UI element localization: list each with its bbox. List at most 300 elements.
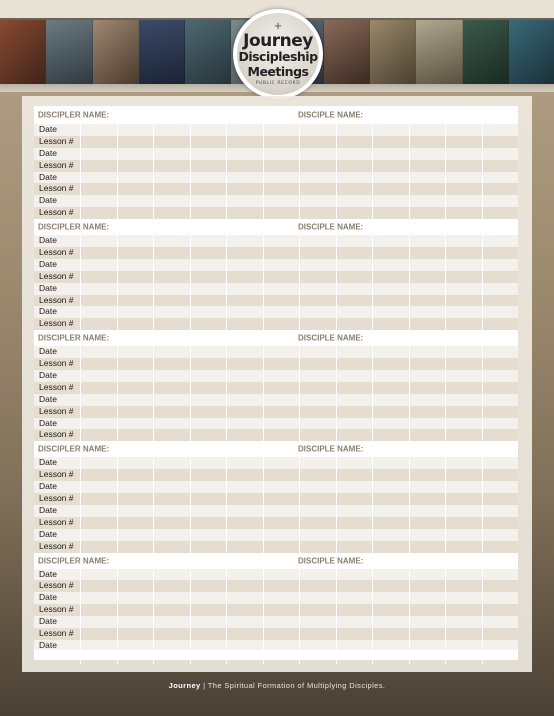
entry-cell[interactable] xyxy=(445,628,482,640)
entry-cell[interactable] xyxy=(80,318,117,330)
entry-cell[interactable] xyxy=(117,382,154,394)
entry-cell[interactable] xyxy=(299,172,336,184)
entry-cell[interactable] xyxy=(299,306,336,318)
entry-cell[interactable] xyxy=(80,306,117,318)
entry-cell[interactable] xyxy=(117,481,154,493)
entry-cell[interactable] xyxy=(445,616,482,628)
entry-cell[interactable] xyxy=(190,604,227,616)
entry-cell[interactable] xyxy=(263,370,300,382)
entry-cell[interactable] xyxy=(153,283,190,295)
entry-cell[interactable] xyxy=(445,235,482,247)
entry-cell[interactable] xyxy=(263,271,300,283)
entry-cell[interactable] xyxy=(80,469,117,481)
entry-cell[interactable] xyxy=(336,283,373,295)
entry-cell[interactable] xyxy=(226,418,263,430)
entry-cell[interactable] xyxy=(372,541,409,553)
entry-cell[interactable] xyxy=(80,382,117,394)
entry-cell[interactable] xyxy=(153,370,190,382)
entry-cell[interactable] xyxy=(226,457,263,469)
entry-cell[interactable] xyxy=(226,346,263,358)
entry-cell[interactable] xyxy=(445,394,482,406)
entry-cell[interactable] xyxy=(336,346,373,358)
entry-cell[interactable] xyxy=(190,259,227,271)
entry-cell[interactable] xyxy=(153,124,190,136)
entry-cell[interactable] xyxy=(482,505,519,517)
entry-cell[interactable] xyxy=(190,481,227,493)
entry-cell[interactable] xyxy=(299,271,336,283)
entry-cell[interactable] xyxy=(226,358,263,370)
entry-cell[interactable] xyxy=(445,136,482,148)
entry-cell[interactable] xyxy=(117,429,154,441)
entry-cell[interactable] xyxy=(263,183,300,195)
entry-cell[interactable] xyxy=(409,136,446,148)
entry-cell[interactable] xyxy=(226,235,263,247)
entry-cell[interactable] xyxy=(482,469,519,481)
entry-cell[interactable] xyxy=(372,457,409,469)
entry-cell[interactable] xyxy=(153,247,190,259)
entry-cell[interactable] xyxy=(482,529,519,541)
entry-cell[interactable] xyxy=(263,457,300,469)
entry-cell[interactable] xyxy=(482,481,519,493)
entry-cell[interactable] xyxy=(409,295,446,307)
entry-cell[interactable] xyxy=(445,505,482,517)
entry-cell[interactable] xyxy=(409,183,446,195)
entry-cell[interactable] xyxy=(482,358,519,370)
entry-cell[interactable] xyxy=(263,481,300,493)
entry-cell[interactable] xyxy=(153,295,190,307)
entry-cell[interactable] xyxy=(190,207,227,219)
entry-cell[interactable] xyxy=(80,358,117,370)
entry-cell[interactable] xyxy=(117,346,154,358)
entry-cell[interactable] xyxy=(299,259,336,271)
entry-cell[interactable] xyxy=(190,247,227,259)
entry-cell[interactable] xyxy=(409,247,446,259)
entry-cell[interactable] xyxy=(372,370,409,382)
entry-cell[interactable] xyxy=(372,306,409,318)
entry-cell[interactable] xyxy=(336,172,373,184)
entry-cell[interactable] xyxy=(372,493,409,505)
entry-cell[interactable] xyxy=(117,295,154,307)
entry-cell[interactable] xyxy=(336,592,373,604)
entry-cell[interactable] xyxy=(226,592,263,604)
entry-cell[interactable] xyxy=(482,259,519,271)
entry-cell[interactable] xyxy=(372,394,409,406)
entry-cell[interactable] xyxy=(263,493,300,505)
entry-cell[interactable] xyxy=(263,247,300,259)
entry-cell[interactable] xyxy=(190,148,227,160)
entry-cell[interactable] xyxy=(482,604,519,616)
entry-cell[interactable] xyxy=(445,346,482,358)
entry-cell[interactable] xyxy=(482,592,519,604)
entry-cell[interactable] xyxy=(372,247,409,259)
entry-cell[interactable] xyxy=(80,616,117,628)
entry-cell[interactable] xyxy=(482,148,519,160)
entry-cell[interactable] xyxy=(336,271,373,283)
entry-cell[interactable] xyxy=(226,469,263,481)
entry-cell[interactable] xyxy=(299,235,336,247)
entry-cell[interactable] xyxy=(190,592,227,604)
entry-cell[interactable] xyxy=(445,207,482,219)
entry-cell[interactable] xyxy=(80,247,117,259)
entry-cell[interactable] xyxy=(409,529,446,541)
entry-cell[interactable] xyxy=(153,616,190,628)
entry-cell[interactable] xyxy=(153,207,190,219)
entry-cell[interactable] xyxy=(482,406,519,418)
entry-cell[interactable] xyxy=(80,604,117,616)
entry-cell[interactable] xyxy=(409,592,446,604)
entry-cell[interactable] xyxy=(80,406,117,418)
entry-cell[interactable] xyxy=(226,271,263,283)
entry-cell[interactable] xyxy=(117,370,154,382)
entry-cell[interactable] xyxy=(299,505,336,517)
entry-cell[interactable] xyxy=(263,541,300,553)
entry-cell[interactable] xyxy=(445,271,482,283)
entry-cell[interactable] xyxy=(372,382,409,394)
entry-cell[interactable] xyxy=(263,358,300,370)
entry-cell[interactable] xyxy=(153,358,190,370)
entry-cell[interactable] xyxy=(445,160,482,172)
entry-cell[interactable] xyxy=(299,183,336,195)
entry-cell[interactable] xyxy=(445,247,482,259)
entry-cell[interactable] xyxy=(190,529,227,541)
entry-cell[interactable] xyxy=(372,318,409,330)
entry-cell[interactable] xyxy=(80,160,117,172)
entry-cell[interactable] xyxy=(263,429,300,441)
entry-cell[interactable] xyxy=(263,346,300,358)
entry-cell[interactable] xyxy=(372,580,409,592)
entry-cell[interactable] xyxy=(372,124,409,136)
entry-cell[interactable] xyxy=(226,148,263,160)
entry-cell[interactable] xyxy=(336,136,373,148)
entry-cell[interactable] xyxy=(226,172,263,184)
entry-cell[interactable] xyxy=(117,271,154,283)
entry-cell[interactable] xyxy=(299,346,336,358)
entry-cell[interactable] xyxy=(226,517,263,529)
entry-cell[interactable] xyxy=(336,517,373,529)
entry-cell[interactable] xyxy=(409,235,446,247)
entry-cell[interactable] xyxy=(482,207,519,219)
entry-cell[interactable] xyxy=(117,148,154,160)
entry-cell[interactable] xyxy=(445,569,482,581)
entry-cell[interactable] xyxy=(409,628,446,640)
entry-cell[interactable] xyxy=(117,406,154,418)
entry-cell[interactable] xyxy=(80,517,117,529)
entry-cell[interactable] xyxy=(299,370,336,382)
entry-cell[interactable] xyxy=(299,358,336,370)
entry-cell[interactable] xyxy=(190,183,227,195)
entry-cell[interactable] xyxy=(372,195,409,207)
entry-cell[interactable] xyxy=(263,529,300,541)
entry-cell[interactable] xyxy=(299,469,336,481)
entry-cell[interactable] xyxy=(153,406,190,418)
entry-cell[interactable] xyxy=(372,529,409,541)
entry-cell[interactable] xyxy=(409,429,446,441)
entry-cell[interactable] xyxy=(263,628,300,640)
entry-cell[interactable] xyxy=(263,604,300,616)
entry-cell[interactable] xyxy=(372,418,409,430)
entry-cell[interactable] xyxy=(263,469,300,481)
entry-cell[interactable] xyxy=(409,207,446,219)
entry-cell[interactable] xyxy=(336,406,373,418)
entry-cell[interactable] xyxy=(80,569,117,581)
entry-cell[interactable] xyxy=(482,429,519,441)
entry-cell[interactable] xyxy=(226,136,263,148)
entry-cell[interactable] xyxy=(80,136,117,148)
entry-cell[interactable] xyxy=(445,195,482,207)
entry-cell[interactable] xyxy=(372,148,409,160)
entry-cell[interactable] xyxy=(80,235,117,247)
entry-cell[interactable] xyxy=(263,306,300,318)
entry-cell[interactable] xyxy=(153,541,190,553)
entry-cell[interactable] xyxy=(190,418,227,430)
entry-cell[interactable] xyxy=(80,481,117,493)
entry-cell[interactable] xyxy=(226,247,263,259)
entry-cell[interactable] xyxy=(153,394,190,406)
entry-cell[interactable] xyxy=(263,592,300,604)
entry-cell[interactable] xyxy=(445,580,482,592)
entry-cell[interactable] xyxy=(409,346,446,358)
entry-cell[interactable] xyxy=(80,346,117,358)
entry-cell[interactable] xyxy=(263,295,300,307)
entry-cell[interactable] xyxy=(226,183,263,195)
entry-cell[interactable] xyxy=(226,195,263,207)
entry-cell[interactable] xyxy=(336,569,373,581)
entry-cell[interactable] xyxy=(336,207,373,219)
entry-cell[interactable] xyxy=(299,124,336,136)
entry-cell[interactable] xyxy=(153,529,190,541)
entry-cell[interactable] xyxy=(263,517,300,529)
entry-cell[interactable] xyxy=(263,318,300,330)
entry-cell[interactable] xyxy=(117,247,154,259)
entry-cell[interactable] xyxy=(190,469,227,481)
entry-cell[interactable] xyxy=(80,271,117,283)
entry-cell[interactable] xyxy=(299,283,336,295)
entry-cell[interactable] xyxy=(445,418,482,430)
entry-cell[interactable] xyxy=(372,517,409,529)
entry-cell[interactable] xyxy=(336,604,373,616)
entry-cell[interactable] xyxy=(80,172,117,184)
entry-cell[interactable] xyxy=(80,429,117,441)
entry-cell[interactable] xyxy=(445,283,482,295)
entry-cell[interactable] xyxy=(482,195,519,207)
entry-cell[interactable] xyxy=(482,306,519,318)
entry-cell[interactable] xyxy=(336,358,373,370)
entry-cell[interactable] xyxy=(445,259,482,271)
entry-cell[interactable] xyxy=(372,295,409,307)
entry-cell[interactable] xyxy=(336,370,373,382)
entry-cell[interactable] xyxy=(482,136,519,148)
entry-cell[interactable] xyxy=(336,429,373,441)
entry-cell[interactable] xyxy=(117,306,154,318)
entry-cell[interactable] xyxy=(190,394,227,406)
entry-cell[interactable] xyxy=(372,406,409,418)
entry-cell[interactable] xyxy=(153,592,190,604)
entry-cell[interactable] xyxy=(336,318,373,330)
entry-cell[interactable] xyxy=(117,235,154,247)
entry-cell[interactable] xyxy=(409,517,446,529)
entry-cell[interactable] xyxy=(190,493,227,505)
entry-cell[interactable] xyxy=(80,183,117,195)
entry-cell[interactable] xyxy=(445,382,482,394)
entry-cell[interactable] xyxy=(80,592,117,604)
entry-cell[interactable] xyxy=(263,569,300,581)
entry-cell[interactable] xyxy=(226,481,263,493)
entry-cell[interactable] xyxy=(117,529,154,541)
entry-cell[interactable] xyxy=(263,406,300,418)
entry-cell[interactable] xyxy=(190,271,227,283)
entry-cell[interactable] xyxy=(153,469,190,481)
entry-cell[interactable] xyxy=(336,306,373,318)
entry-cell[interactable] xyxy=(372,429,409,441)
entry-cell[interactable] xyxy=(445,469,482,481)
entry-cell[interactable] xyxy=(372,346,409,358)
entry-cell[interactable] xyxy=(482,183,519,195)
entry-cell[interactable] xyxy=(482,457,519,469)
entry-cell[interactable] xyxy=(153,429,190,441)
entry-cell[interactable] xyxy=(263,124,300,136)
entry-cell[interactable] xyxy=(445,517,482,529)
entry-cell[interactable] xyxy=(372,628,409,640)
entry-cell[interactable] xyxy=(372,592,409,604)
entry-cell[interactable] xyxy=(482,160,519,172)
entry-cell[interactable] xyxy=(117,195,154,207)
entry-cell[interactable] xyxy=(482,346,519,358)
entry-cell[interactable] xyxy=(117,172,154,184)
entry-cell[interactable] xyxy=(409,148,446,160)
entry-cell[interactable] xyxy=(372,358,409,370)
entry-cell[interactable] xyxy=(409,259,446,271)
entry-cell[interactable] xyxy=(299,295,336,307)
entry-cell[interactable] xyxy=(80,148,117,160)
entry-cell[interactable] xyxy=(299,541,336,553)
entry-cell[interactable] xyxy=(190,569,227,581)
entry-cell[interactable] xyxy=(409,382,446,394)
entry-cell[interactable] xyxy=(299,604,336,616)
entry-cell[interactable] xyxy=(445,183,482,195)
entry-cell[interactable] xyxy=(482,370,519,382)
entry-cell[interactable] xyxy=(299,382,336,394)
entry-cell[interactable] xyxy=(153,346,190,358)
entry-cell[interactable] xyxy=(80,124,117,136)
entry-cell[interactable] xyxy=(153,136,190,148)
entry-cell[interactable] xyxy=(226,616,263,628)
entry-cell[interactable] xyxy=(153,457,190,469)
entry-cell[interactable] xyxy=(482,235,519,247)
entry-cell[interactable] xyxy=(117,517,154,529)
entry-cell[interactable] xyxy=(336,505,373,517)
entry-cell[interactable] xyxy=(226,604,263,616)
entry-cell[interactable] xyxy=(263,136,300,148)
entry-cell[interactable] xyxy=(263,172,300,184)
entry-cell[interactable] xyxy=(153,235,190,247)
entry-cell[interactable] xyxy=(190,283,227,295)
entry-cell[interactable] xyxy=(409,604,446,616)
entry-cell[interactable] xyxy=(299,493,336,505)
entry-cell[interactable] xyxy=(226,160,263,172)
entry-cell[interactable] xyxy=(482,628,519,640)
entry-cell[interactable] xyxy=(226,628,263,640)
entry-cell[interactable] xyxy=(190,295,227,307)
entry-cell[interactable] xyxy=(336,580,373,592)
entry-cell[interactable] xyxy=(409,394,446,406)
entry-cell[interactable] xyxy=(445,295,482,307)
entry-cell[interactable] xyxy=(409,370,446,382)
entry-cell[interactable] xyxy=(482,172,519,184)
entry-cell[interactable] xyxy=(226,529,263,541)
entry-cell[interactable] xyxy=(372,271,409,283)
entry-cell[interactable] xyxy=(117,183,154,195)
entry-cell[interactable] xyxy=(445,306,482,318)
entry-cell[interactable] xyxy=(336,247,373,259)
entry-cell[interactable] xyxy=(372,616,409,628)
entry-cell[interactable] xyxy=(409,457,446,469)
entry-cell[interactable] xyxy=(409,160,446,172)
entry-cell[interactable] xyxy=(299,569,336,581)
entry-cell[interactable] xyxy=(117,457,154,469)
entry-cell[interactable] xyxy=(445,604,482,616)
entry-cell[interactable] xyxy=(226,580,263,592)
entry-cell[interactable] xyxy=(117,358,154,370)
entry-cell[interactable] xyxy=(263,195,300,207)
entry-cell[interactable] xyxy=(80,283,117,295)
entry-cell[interactable] xyxy=(226,207,263,219)
entry-cell[interactable] xyxy=(336,493,373,505)
entry-cell[interactable] xyxy=(372,283,409,295)
entry-cell[interactable] xyxy=(153,418,190,430)
entry-cell[interactable] xyxy=(299,517,336,529)
entry-cell[interactable] xyxy=(80,295,117,307)
entry-cell[interactable] xyxy=(336,541,373,553)
entry-cell[interactable] xyxy=(409,469,446,481)
entry-cell[interactable] xyxy=(263,580,300,592)
entry-cell[interactable] xyxy=(409,569,446,581)
entry-cell[interactable] xyxy=(299,429,336,441)
entry-cell[interactable] xyxy=(482,318,519,330)
entry-cell[interactable] xyxy=(190,124,227,136)
entry-cell[interactable] xyxy=(445,406,482,418)
entry-cell[interactable] xyxy=(153,493,190,505)
entry-cell[interactable] xyxy=(117,418,154,430)
entry-cell[interactable] xyxy=(117,207,154,219)
entry-cell[interactable] xyxy=(482,124,519,136)
entry-cell[interactable] xyxy=(80,259,117,271)
entry-cell[interactable] xyxy=(190,616,227,628)
entry-cell[interactable] xyxy=(190,382,227,394)
entry-cell[interactable] xyxy=(409,271,446,283)
entry-cell[interactable] xyxy=(153,517,190,529)
entry-cell[interactable] xyxy=(299,406,336,418)
entry-cell[interactable] xyxy=(409,493,446,505)
entry-cell[interactable] xyxy=(445,124,482,136)
entry-cell[interactable] xyxy=(336,418,373,430)
entry-cell[interactable] xyxy=(226,541,263,553)
entry-cell[interactable] xyxy=(153,148,190,160)
entry-cell[interactable] xyxy=(336,160,373,172)
entry-cell[interactable] xyxy=(226,406,263,418)
entry-cell[interactable] xyxy=(226,259,263,271)
entry-cell[interactable] xyxy=(190,406,227,418)
entry-cell[interactable] xyxy=(299,136,336,148)
entry-cell[interactable] xyxy=(336,259,373,271)
entry-cell[interactable] xyxy=(263,259,300,271)
entry-cell[interactable] xyxy=(226,318,263,330)
entry-cell[interactable] xyxy=(372,136,409,148)
entry-cell[interactable] xyxy=(299,592,336,604)
entry-cell[interactable] xyxy=(372,235,409,247)
entry-cell[interactable] xyxy=(336,382,373,394)
entry-cell[interactable] xyxy=(482,247,519,259)
entry-cell[interactable] xyxy=(482,517,519,529)
